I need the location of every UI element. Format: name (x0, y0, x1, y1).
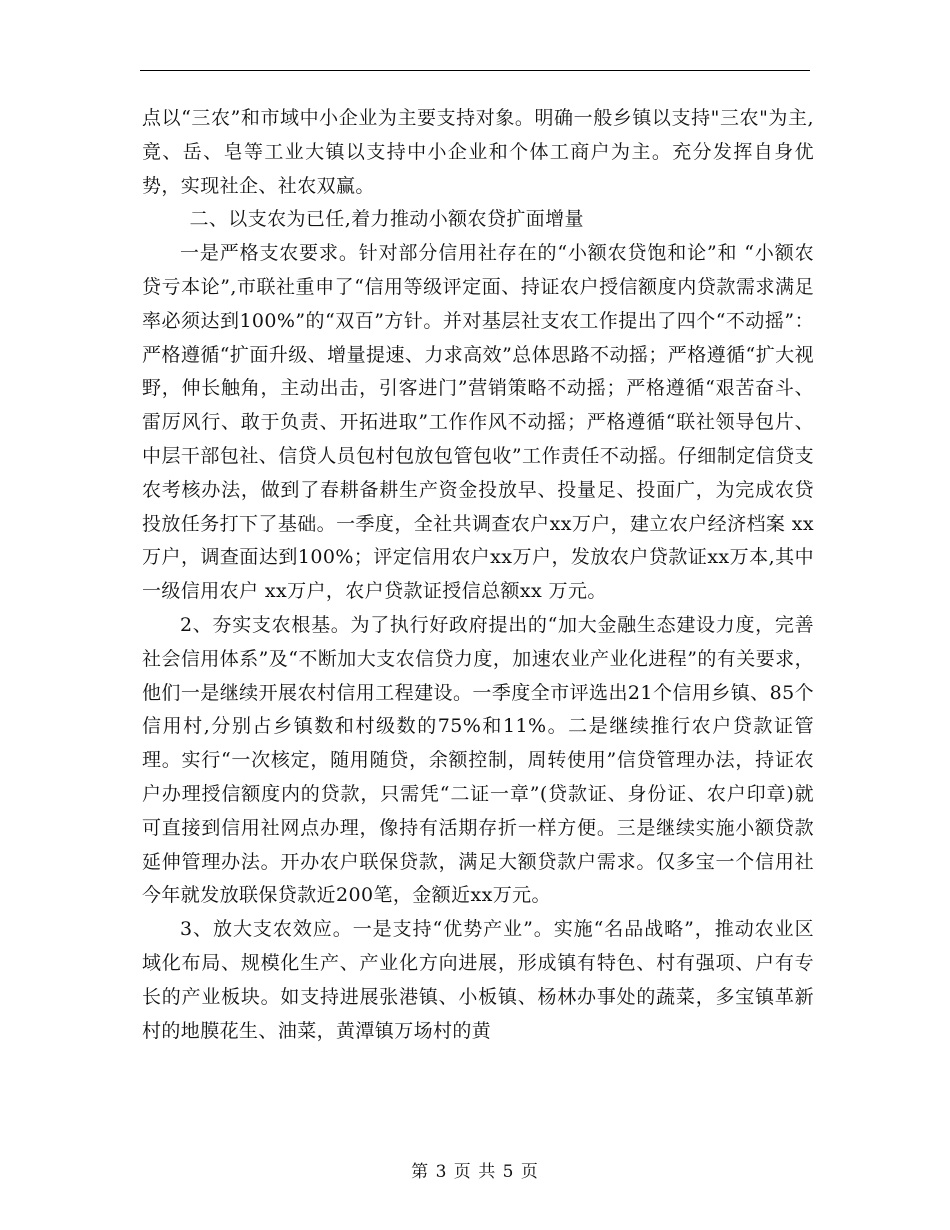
section-heading: 二、以支农为已任,着力推动小额农贷扩面增量 (189, 208, 584, 231)
paragraph-intro: 点以“三农”和市域中小企业为主要支持对象。明确一般乡镇以支持"三农"为主,竟、岳、皂等工业大镇以支持中小企业和个体工商户为主。充分发挥自身优势，实现社企、社农双赢。 (142, 107, 814, 197)
paragraph-strict-requirements: 一是严格支农要求。针对部分信用社存在的“小额农贷饱和论”和 “小额农贷亏本论”,市联社重申了“信用等级评定面、持证农户授信额度内贷款需求满足率必须达到100%”的“双百”方针。并对基层社支农工作提出了四个“不动摇”：严格遵循“扩面升级、增量提速、力求高效”总体思路不动摇；严格遵循“扩大视野，伸长触角，主动出击，引客进门”营销策略不动摇；严格遵循“艰苦奋斗、雷厉风行、敢于负责、开拓进取”工作作风不动摇；严格遵循“联社领导包片、中层干部包社、信贷人员包村包放包管包收”工作责任不动摇。仔细制定信贷支农考核办法，做到了春耕备耕生产资金投放早、投量足、投面广，为完成农贷投放任务打下了基础。一季度，全社共调查农户xx万户，建立农户经济档案 xx万户，调查面达到100%；评定信用农户xx万户，发放农户贷款证xx万本,其中一级信用农户 xx万户，农户贷款证授信总额xx 万元。 (142, 242, 815, 603)
page-number: 第 3 页 共 5 页 (411, 1162, 539, 1182)
paragraph-foundation: 2、夯实支农根基。为了执行好政府提出的“加大金融生态建设力度，完善社会信用体系”及“不断加大支农信贷力度，加速农业产业化进程”的有关要求，他们一是继续开展农村信用工程建设。一季度全市评选出21个信用乡镇、85个信用村,分别占乡镇数和村级数的75%和11%。二是继续推行农户贷款证管理。实行“一次核定，随用随贷，余额控制，周转使用”信贷管理办法，持证农户办理授信额度内的贷款，只需凭“二证一章”(贷款证、身份证、农户印章)就可直接到信用社网点办理，像持有活期存折一样方便。三是继续实施小额贷款延伸管理办法。开办农户联保贷款，满足大额贷款户需求。仅多宝一个信用社今年就发放联保贷款近200笔，金额近xx万元。 (142, 613, 814, 907)
paragraph-effect: 3、放大支农效应。一是支持“优势产业”。实施“名品战略”，推动农业区域化布局、规模化生产、产业化方向进展，形成镇有特色、村有强项、户有专长的产业板块。如支持进展张港镇、小板镇、杨林办事处的蔬菜，多宝镇革新村的地膜花生、油菜，黄潭镇万场村的黄 (142, 918, 814, 1042)
header-rule (140, 70, 810, 71)
document-body (142, 102, 814, 1048)
